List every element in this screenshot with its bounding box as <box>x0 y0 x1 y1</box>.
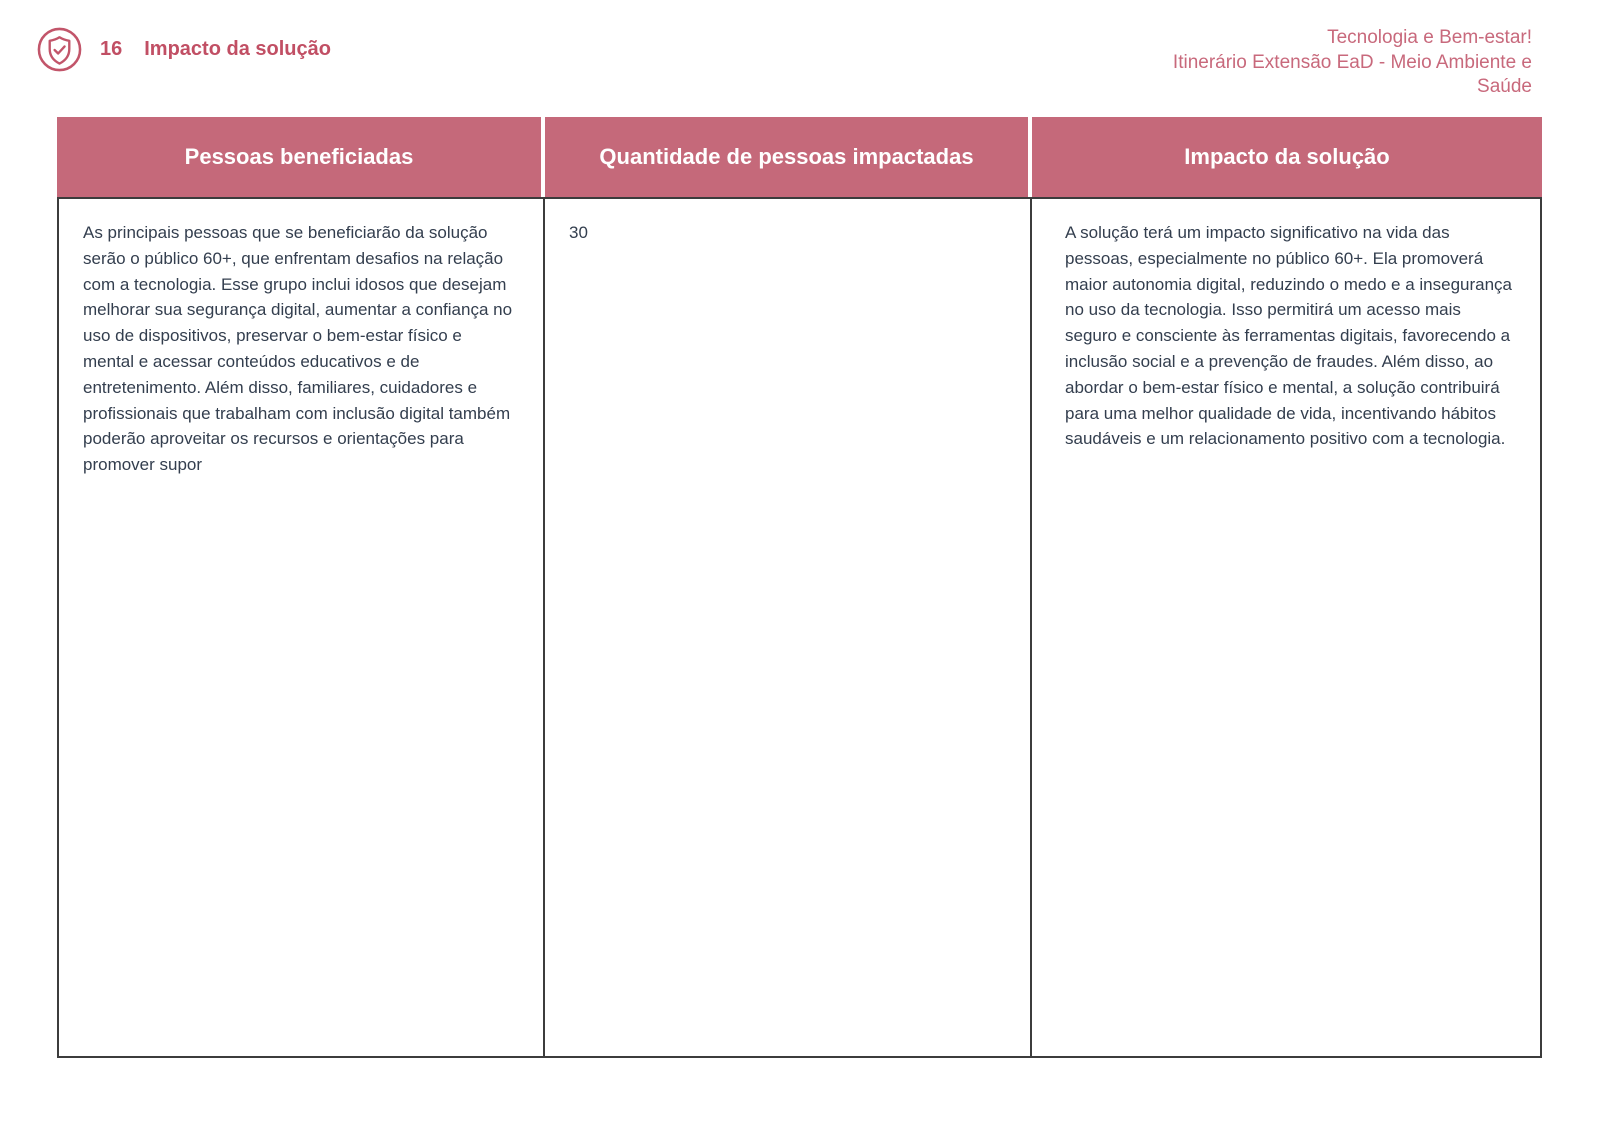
course-title-line: Itinerário Extensão EaD - Meio Ambiente e <box>1172 51 1532 73</box>
cell-pessoas-beneficiadas: As principais pessoas que se beneficiarão da solução serão o público 60+, que enfrentam desafios na relação com a tecnologia. Esse grupo inclui idosos que desejam melhorar sua segurança digital, aumentar a confiança no uso de dispositivos, preservar o bem-estar físico e mental e acessar conteúdos educativos e de entretenimento. Além disso, familiares, cuidadores e profissionais que trabalham com inclusão digital também poderão aproveitar os recursos e orientações para promover supor <box>59 199 545 1056</box>
page-header-left <box>36 26 331 73</box>
column-header-impacto-solucao: Impacto da solução <box>1032 117 1542 197</box>
table-body-row <box>57 197 1542 1058</box>
cell-quantidade-impactadas: 30 <box>545 199 1032 1056</box>
shield-check-icon <box>36 26 83 73</box>
course-title <box>1173 26 1532 100</box>
page-number: 16 <box>100 38 123 60</box>
course-title-line: Tecnologia e Bem-estar! <box>1327 27 1532 48</box>
column-header-pessoas-beneficiadas: Pessoas beneficiadas <box>57 117 545 197</box>
course-title-line: Saúde <box>1477 76 1532 97</box>
cell-impacto-solucao: A solução terá um impacto significativo na vida das pessoas, especialmente no público 60+. Ela promoverá maior autonomia digital, reduzindo o medo e a insegurança no uso da tecnologia. Isso permitirá um acesso mais seguro e consciente às ferramentas digitais, favorecendo a inclusão social e a prevenção de fraudes. Além disso, ao abordar o bem-estar físico e mental, a solução contribuirá para uma melhor qualidade de vida, incentivando hábitos saudáveis e um relacionamento positivo com a tecnologia. <box>1065 223 1512 449</box>
column-header-quantidade-impactadas: Quantidade de pessoas impactadas <box>545 117 1032 197</box>
section-title: Impacto da solução <box>144 38 331 60</box>
impact-table <box>57 117 1542 1058</box>
table-header-row <box>57 117 1542 197</box>
